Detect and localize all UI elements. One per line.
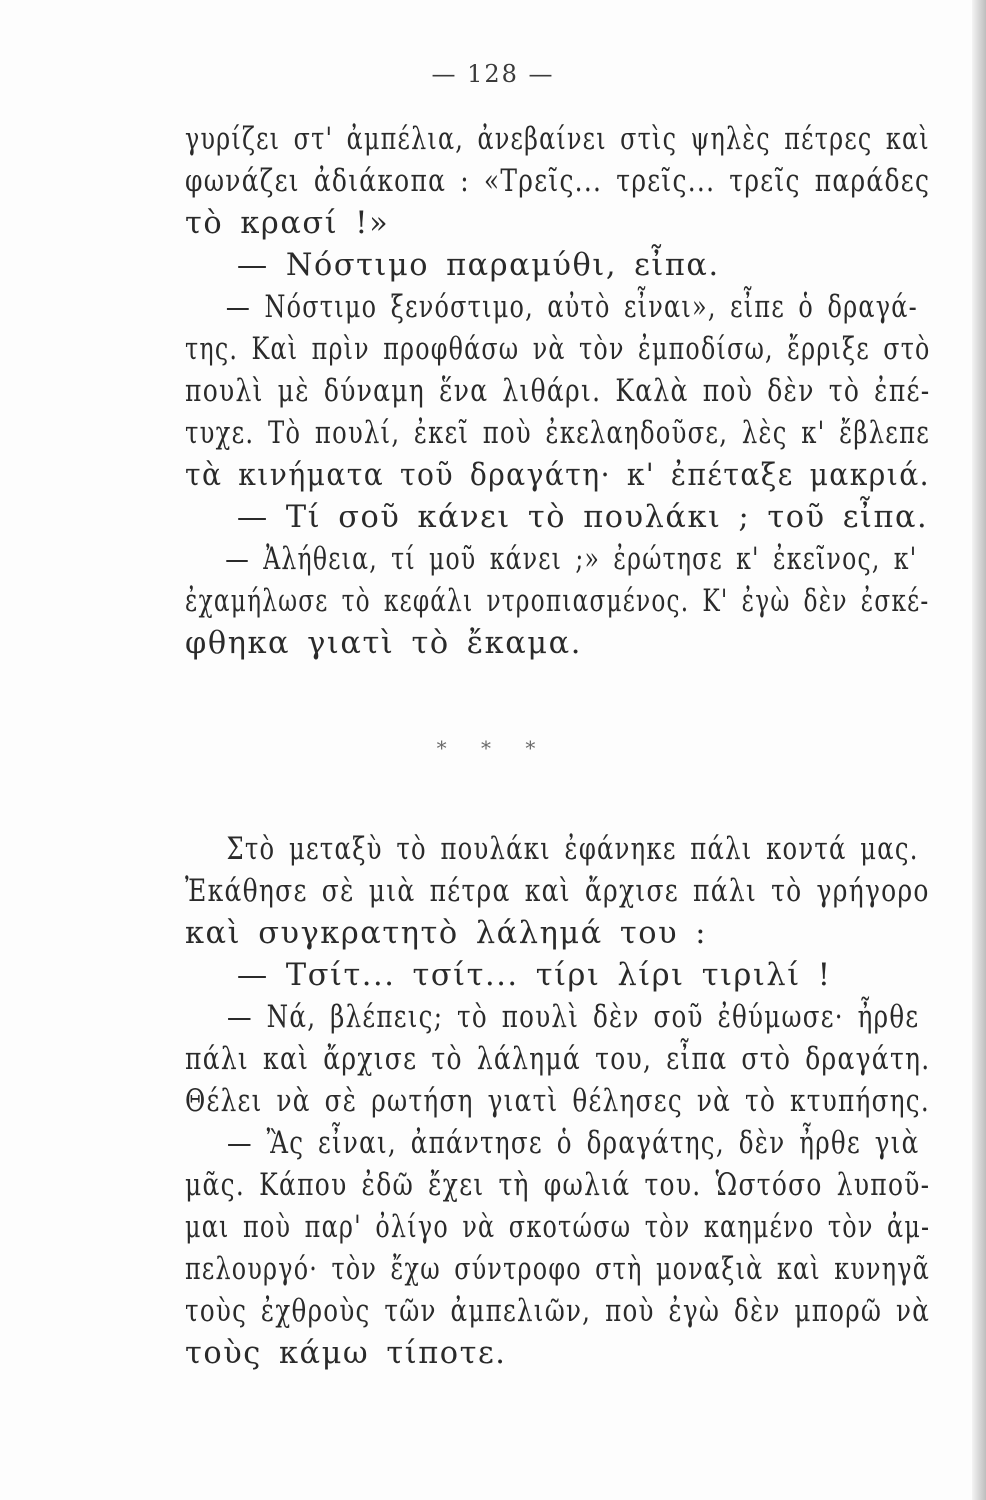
text-line: τοὺς ἐχθροὺς τῶν ἀμπελιῶν, ποὺ ἐγὼ δὲν μπορῶ νὰ [185, 1293, 931, 1329]
text-line: τυχε. Τὸ πουλί, ἐκεῖ ποὺ ἐκελαηδοῦσε, λὲς κ' ἔβλεπε [185, 415, 931, 451]
section-separator: * * * [436, 736, 550, 760]
text-line: τὰ κινήματα τοῦ δραγάτη· κ' ἐπέταξε μακριά. [185, 457, 931, 493]
text-line: — Νά, βλέπεις; τὸ πουλὶ δὲν σοῦ ἐθύμωσε· ἦρθε [226, 999, 920, 1035]
text-line: — Νόστιμο παραμύθι, εἶπα. [236, 247, 720, 283]
text-line: καὶ συγκρατητὸ λάλημά του : [185, 915, 708, 951]
text-line: πουλὶ μὲ δύναμη ἕνα λιθάρι. Καλὰ ποὺ δὲν τὸ ἐπέ- [185, 373, 931, 409]
text-line: τοὺς κάμω τίποτε. [185, 1335, 507, 1371]
text-line: — Νόστιμο ξενόστιμο, αὐτὸ εἶναι», εἶπε ὁ δραγά- [225, 289, 918, 325]
page-edge-shadow [972, 0, 986, 1500]
text-line: της. Καὶ πρὶν προφθάσω νὰ τὸν ἐμποδίσω, ἔρριξε στὸ [185, 331, 931, 367]
text-line: — Ἂς εἶναι, ἀπάντησε ὁ δραγάτης, δὲν ἦρθε γιὰ [226, 1125, 920, 1161]
text-line: πελουργό· τὸν ἔχω σύντροφο στὴ μοναξιὰ καὶ κυνηγᾶ [185, 1251, 931, 1287]
text-line: — Ἀλήθεια, τί μοῦ κάνει ;» ἐρώτησε κ' ἐκεῖνος, κ' [225, 541, 918, 577]
text-line: πάλι καὶ ἄρχισε τὸ λάλημά του, εἶπα στὸ δραγάτη. [185, 1041, 931, 1077]
text-line: φωνάζει ἀδιάκοπα : «Τρεῖς... τρεῖς... τρεῖς παράδες [185, 163, 931, 199]
text-line: Στὸ μεταξὺ τὸ πουλάκι ἐφάνηκε πάλι κοντά μας. [226, 831, 919, 867]
text-block-2 [185, 828, 945, 1374]
text-block-1 [185, 118, 945, 664]
text-line: — Τί σοῦ κάνει τὸ πουλάκι ; τοῦ εἶπα. [236, 499, 929, 535]
text-line: γυρίζει στ' ἀμπέλια, ἀνεβαίνει στὶς ψηλὲς πέτρες καὶ [185, 121, 930, 157]
text-line: — Τσίτ... τσίτ... τίρι λίρι τιριλί ! [236, 957, 832, 993]
text-line: τὸ κρασί !» [185, 205, 390, 241]
text-line: ἐχαμήλωσε τὸ κεφάλι ντροπιασμένος. Κ' ἐγὼ δὲν ἐσκέ- [185, 583, 930, 619]
page-number: — 128 — [431, 60, 555, 88]
text-line: φθηκα γιατὶ τὸ ἔκαμα. [185, 625, 582, 661]
text-line: Ἐκάθησε σὲ μιὰ πέτρα καὶ ἄρχισε πάλι τὸ γρήγορο [185, 873, 930, 909]
text-line: Θέλει νὰ σὲ ρωτήση γιατὶ θέλησες νὰ τὸ κτυπήσης. [185, 1083, 931, 1119]
text-line: μαι ποὺ παρ' ὀλίγο νὰ σκοτώσω τὸν καημένο τὸν ἀμ- [185, 1209, 931, 1245]
text-line: μᾶς. Κάπου ἐδῶ ἔχει τὴ φωλιά του. Ὡστόσο λυποῦ- [185, 1167, 931, 1203]
